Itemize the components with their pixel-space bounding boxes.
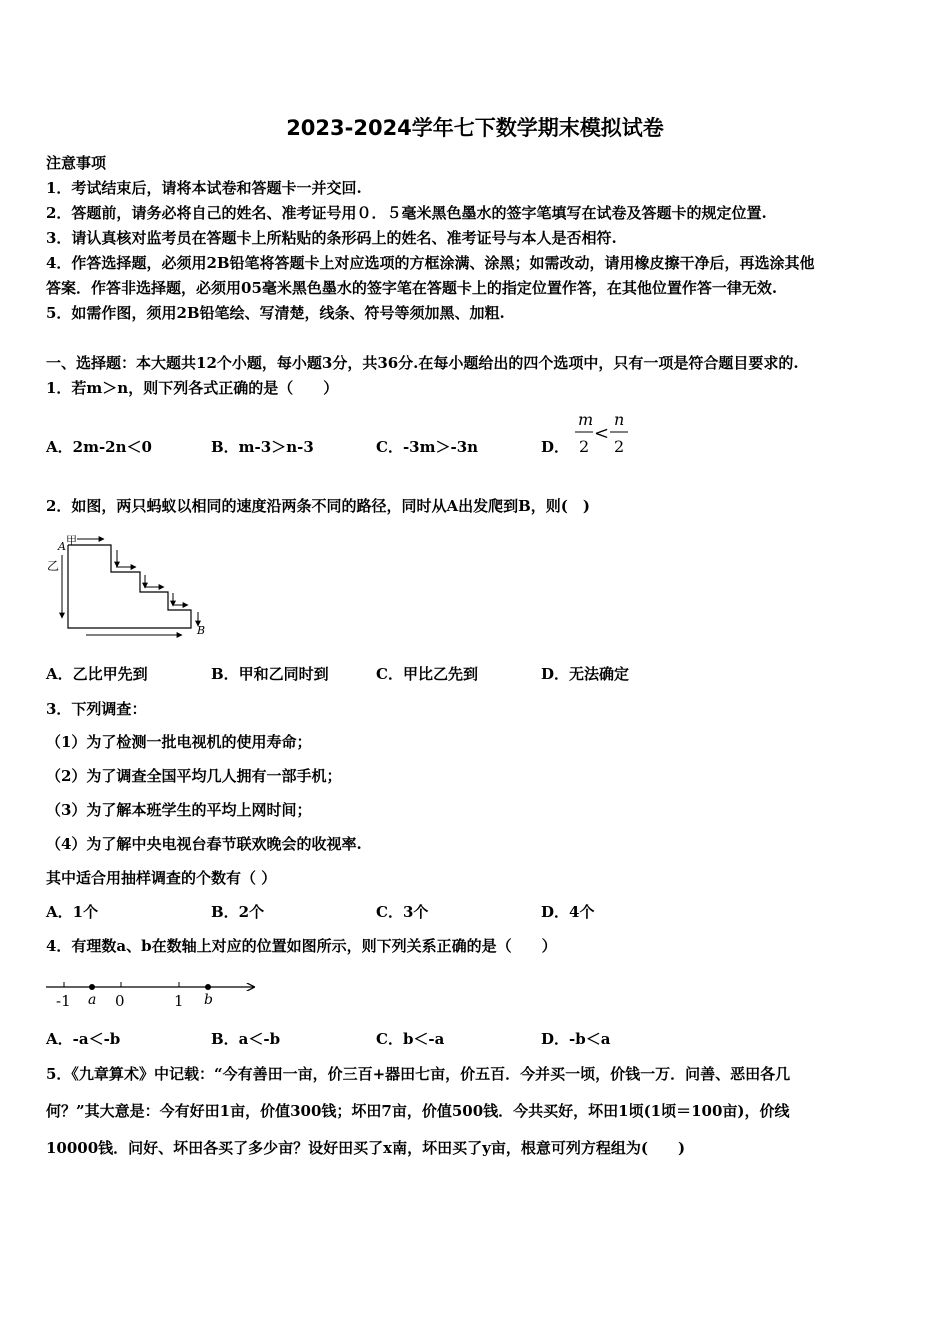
tick-label-0: 0	[115, 992, 125, 1010]
q3-item: （4）为了解中央电视台春节联欢晚会的收视率.	[46, 835, 362, 853]
notice-item: 4．作答选择题，必须用2B铅笔将答题卡上对应选项的方框涂满、涂黑；如需改动，请用橡皮擦干净后，再选涂其他	[46, 254, 815, 272]
fraction-denominator: 2	[579, 437, 590, 456]
q2-option-c[interactable]: C．甲比乙先到	[376, 665, 478, 683]
question-5-line: 10000钱．问好、坏田各买了多少亩？设好田买了x南，坏田买了y亩，根意可列方程组为( )	[46, 1139, 686, 1157]
path-yi-label: 乙	[47, 559, 60, 573]
number-line-figure	[44, 975, 264, 1015]
q1-option-d[interactable]: D．	[541, 438, 570, 456]
fraction-numerator-m: m	[578, 410, 594, 429]
fraction-numerator-n: n	[614, 410, 625, 429]
q3-option-c[interactable]: C．3个	[376, 903, 429, 921]
question-4-stem: 4．有理数a、b在数轴上对应的位置如图所示，则下列关系正确的是（ ）	[46, 937, 557, 955]
notice-item: 2．答题前，请务必将自己的姓名、准考证号用０．５毫米黑色墨水的签字笔填写在试卷及答题卡的规定位置.	[46, 204, 767, 222]
question-2-stem: 2．如图，两只蚂蚁以相同的速度沿两条不同的路径，同时从A出发爬到B，则( )	[46, 497, 590, 515]
fraction-denominator: 2	[614, 437, 625, 456]
q1-option-b[interactable]: B．m-3＞n-3	[211, 438, 314, 456]
point-a-dot	[89, 984, 95, 990]
q1-option-c[interactable]: C．-3m＞-3n	[376, 438, 479, 456]
question-3-stem: 3．下列调查：	[46, 700, 147, 718]
path-jia-label: 甲	[66, 534, 77, 547]
point-a-label: a	[88, 992, 97, 1008]
q3-option-b[interactable]: B．2个	[211, 903, 265, 921]
notice-item: 3．请认真核对监考员在答题卡上所粘贴的条形码上的姓名、准考证号与本人是否相符.	[46, 229, 617, 247]
point-a-label: A	[58, 540, 66, 553]
q1-option-d-fraction	[570, 410, 630, 460]
question-5-line: 5．《九章算术》中记载：“今有善田一亩，价三百+器田七亩，价五百．今并买一顷，价钱一万．问善、恶田各几	[46, 1065, 791, 1083]
q2-option-a[interactable]: A．乙比甲先到	[46, 665, 148, 683]
less-than-sign: <	[594, 423, 610, 444]
q3-item: （3）为了解本班学生的平均上网时间；	[46, 801, 312, 819]
page-title: 2023-2024学年七下数学期末模拟试卷	[286, 116, 664, 140]
notice-item: 5．如需作图，须用2B铅笔绘、写清楚，线条、符号等须加黑、加粗.	[46, 304, 505, 322]
ant-paths-figure	[44, 530, 219, 645]
q3-option-a[interactable]: A．1个	[46, 903, 99, 921]
q4-option-a[interactable]: A．-a＜-b	[46, 1030, 121, 1048]
q3-option-d[interactable]: D．4个	[541, 903, 595, 921]
q2-option-d[interactable]: D．无法确定	[541, 665, 630, 683]
staircase-shape	[68, 545, 191, 628]
q4-option-b[interactable]: B．a＜-b	[211, 1030, 281, 1048]
q4-option-c[interactable]: C．b＜-a	[376, 1030, 445, 1048]
q3-item: （1）为了检测一批电视机的使用寿命；	[46, 733, 312, 751]
question-5-line: 何？”其大意是：今有好田1亩，价值300钱；坏田7亩，价值500钱．今共买好，坏田1顷(1顷＝100亩)，价线	[46, 1102, 790, 1120]
tick-label-minus-1: -1	[56, 992, 71, 1010]
q3-question: 其中适合用抽样调查的个数有（ ）	[46, 869, 277, 887]
notice-heading: 注意事项	[46, 154, 107, 172]
notice-item: 1．考试结束后，请将本试卷和答题卡一并交回.	[46, 179, 362, 197]
point-b-dot	[205, 984, 211, 990]
tick-label-1: 1	[174, 992, 184, 1010]
q3-item: （2）为了调查全国平均几人拥有一部手机；	[46, 767, 342, 785]
section-heading: 一、选择题：本大题共12个小题，每小题3分，共36分.在每小题给出的四个选项中，只有一项是符合题目要求的.	[46, 354, 799, 372]
q2-option-b[interactable]: B．甲和乙同时到	[211, 665, 329, 683]
point-b-label: b	[204, 992, 213, 1008]
q4-option-d[interactable]: D．-b＜a	[541, 1030, 611, 1048]
notice-item: 答案．作答非选择题，必须用05毫米黑色墨水的签字笔在答题卡上的指定位置作答，在其他位置作答一律无效.	[46, 279, 778, 297]
point-b-label: B	[197, 624, 206, 637]
question-1-stem: 1．若m＞n，则下列各式正确的是（ ）	[46, 379, 339, 397]
q1-option-a[interactable]: A．2m-2n＜0	[46, 438, 152, 456]
